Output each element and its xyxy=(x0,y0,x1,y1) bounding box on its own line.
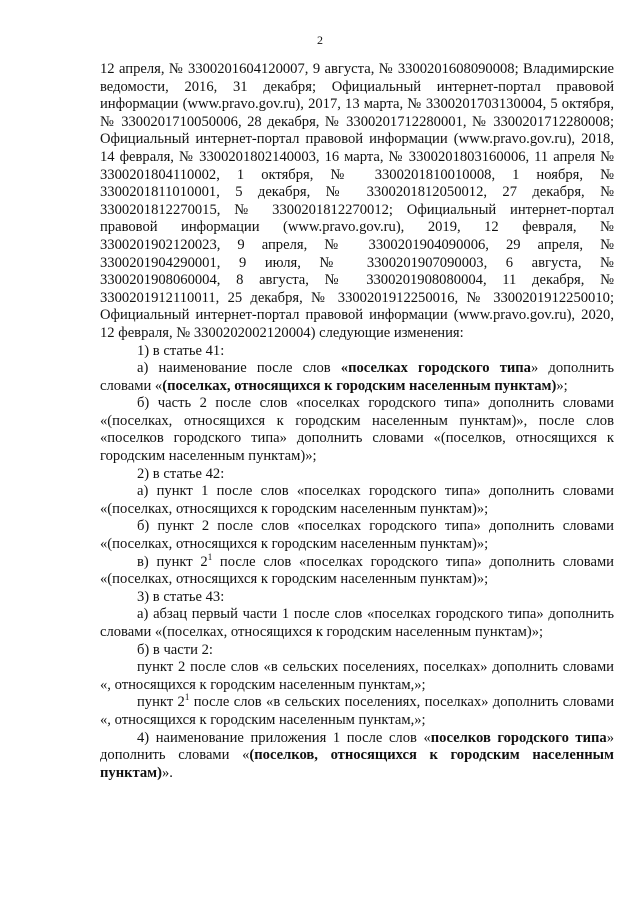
item-3b-point-2: пункт 2 после слов «в сельских поселениях, поселках» дополнить словами «, относящихся к городским населенным пунктам,»; xyxy=(100,659,614,693)
item-2c: в) пункт $2^1$ после слов «поселках городского типа» дополнить словами «(поселках, относящихся к городским населенным пунктам)»; xyxy=(100,551,614,588)
item-3b-heading: б) в части 2: xyxy=(137,641,213,658)
item-1a: а) наименование после слов «поселках городского типа» дополнить словами «(поселках, относящихся к городским населенным пунктам)»; xyxy=(100,360,615,394)
item-3a: а) абзац первый части 1 после слов «поселках городского типа» дополнить словами «(поселках, относящихся к городским населенным пунктам)»; xyxy=(100,606,614,640)
item-2a: а) пункт 1 после слов «поселках городского типа» дополнить словами «(поселках, относящихся к городским населенным пунктам)»; xyxy=(100,483,614,517)
document-body xyxy=(100,61,614,782)
item-1b: б) часть 2 после слов «поселках городского типа» дополнить словами «(поселках, относящихся к городским населенным пунктам)», после слов «поселков городского типа» дополнить словами «(поселков, относящихся к городским населенным пунктам)»; xyxy=(100,395,614,465)
page-number: 2 xyxy=(317,33,323,47)
item-2b: б) пункт 2 после слов «поселках городского типа» дополнить словами «(поселках, относящихся к городским населенным пунктам)»; xyxy=(100,518,614,553)
item-3-heading: 3) в статье 43: xyxy=(137,588,225,605)
item-2-heading: 2) в статье 42: xyxy=(137,465,225,482)
item-4: 4) наименование приложения 1 после слов «поселков городского типа» дополнить словами «(поселков, относящихся к городским населенным пунктам)». xyxy=(100,729,614,781)
item-1-heading: 1) в статье 41: xyxy=(137,342,225,359)
item-3b-point-2-1: пункт $2^1$ после слов «в сельских поселениях, поселках» дополнить словами «, относящихся к городским населенным пунктам,»; xyxy=(100,692,615,728)
amendment-preamble: 12 апреля, № 3300201604120007, 9 августа, № 3300201608090008; Владимирские ведомости, 2016, 31 декабря; Официальный интернет-портал правовой информации (www.pravo.gov.ru), 2017, 13 марта, № 3300201703130004, 5 октября, № 3300201710050006, 28 декабря, № 3300201712280001, № 3300201712280008; Официальный интернет-портал правовой информации (www.pravo.gov.ru), 2018, 14 февраля, № 3300201802140003, 16 марта, № 3300201803160006, 11 апреля № 3300201804110002, 1 октября, № 3300201810010008, 1 ноября, № 3300201811010001, 5 декабря, № 3300201812050012, 27 декабря, № 3300201812270015, № 3300201812270012; Официальный интернет-портал правовой информации (www.pravo.gov.ru), 2019, 12 февраля, № 3300201902120023, 9 апреля, № 3300201904090006, 29 апреля, № 3300201904290001, 9 июля, № 3300201907090003, 6 августа, № 3300201908060004, 8 августа, № 3300201908080004, 11 декабря, № 3300201912110011, 25 декабря, № 3300201912250016, № 3300201912250010; Официальный интернет-портал правовой информации (www.pravo.gov.ru), 2020, 12 февраля, № 3300202002120004) следующие изменения: xyxy=(100,61,614,341)
